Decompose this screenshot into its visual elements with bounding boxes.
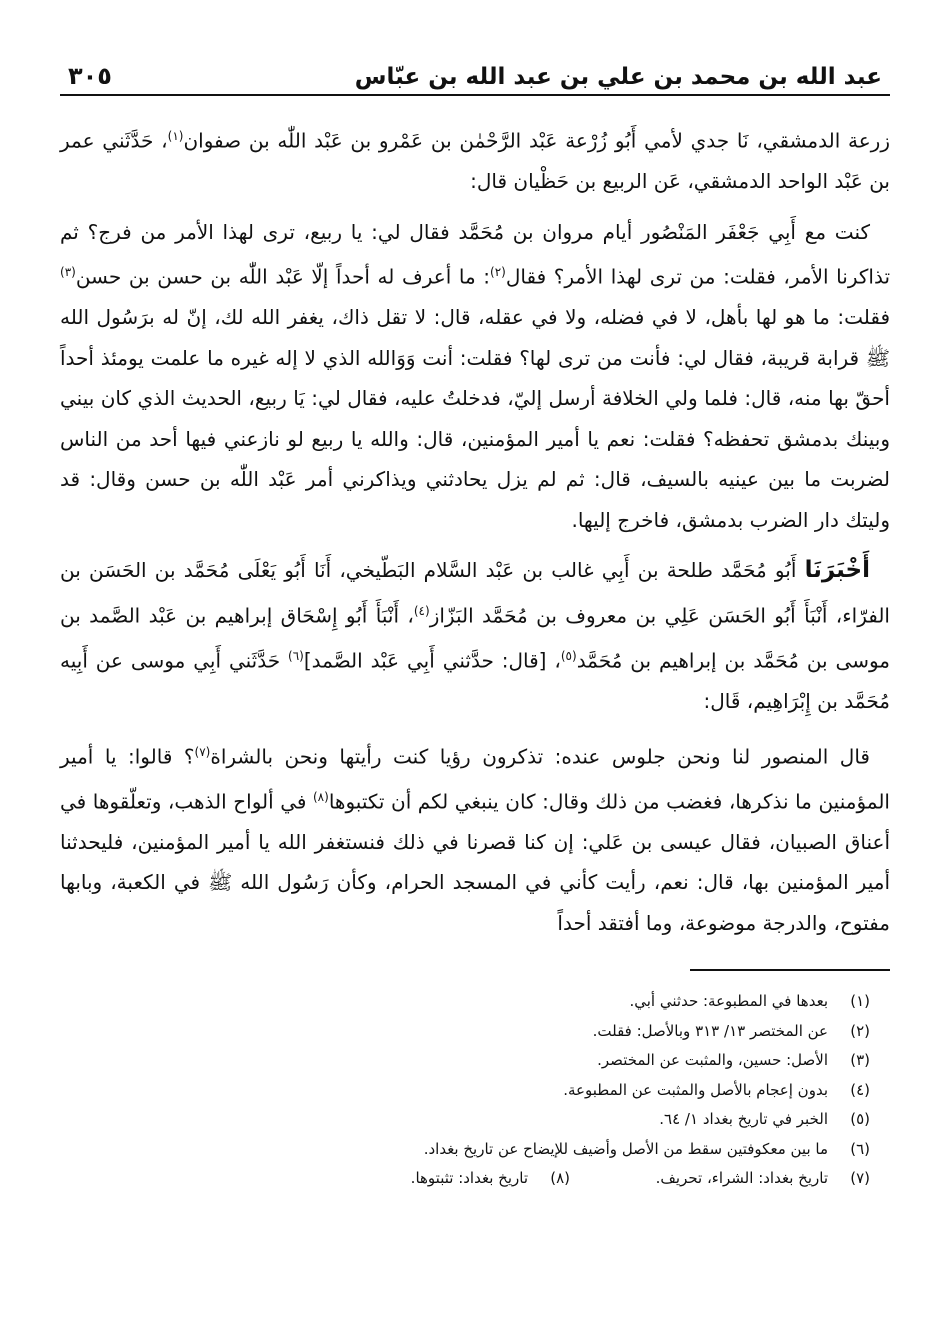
page-number: ٣٠٥ bbox=[68, 62, 112, 90]
footnote-reference: (٣) bbox=[60, 265, 76, 280]
book-page bbox=[60, 52, 890, 1194]
text-run: ؟ قالوا: يا أمير المؤمنين ما نذكرها، فغضب من ذلك وقال: كان ينبغي لكم أن تكتبوها bbox=[60, 744, 890, 814]
footnote-number: (٧) bbox=[850, 1169, 870, 1188]
footnote-rule bbox=[690, 969, 890, 971]
text-run: ، أَنْبَأَ أَبُو إِسْحَاق إبراهيم بن عَبْد الصَّمد بن موسى بن مُحَمَّد بن إبراهيم بن مُحَمَّد bbox=[60, 603, 890, 673]
main-text bbox=[60, 116, 890, 943]
footnote-number: (٥) bbox=[850, 1110, 870, 1129]
footnote-item bbox=[60, 1076, 870, 1106]
text-run: ، حَدَّثَني عمر بن عَبْد الواحد الدمشقي، عَن الربيع بن حَظْيان قال: bbox=[60, 128, 890, 194]
isnad-lead-word: أَخْبَرَنَا bbox=[804, 557, 870, 584]
footnote-number: (٤) bbox=[850, 1080, 870, 1099]
footnote-text: بدون إعجام بالأصل والمثبت عن المطبوعة. bbox=[563, 1080, 828, 1099]
footnote-row bbox=[60, 1164, 870, 1194]
footnote-item bbox=[411, 1164, 570, 1194]
text-run: ، [قال: حدَّثني أَبِي عَبْد الصَّمد] bbox=[303, 648, 561, 673]
footnote-item bbox=[60, 1135, 870, 1165]
text-run: فقلت: ما هو لها بأهل، لا في فضله، ولا في عقله، قال: لا تقل ذاك، يغفر الله لك، إنّ له برَسُول الله ﷺ قرابة قريبة، فقال لي: فأنت من ترى لها؟ فقلت: أنت وَوَالله الذي لا إله غيره ما علمت يومئذ أحداً أحقّ بها منه، قال: فلما ولي الخلافة أرسل إليّ، فدخلتُ عليه، فقال لي: يَا ربيع، الحديث الذي كان بيني وبينك بدمشق تحفظه؟ فقلت: نعم يا أمير المؤمنين، قال: والله يا ربيع لو نازعني فيها أحد من الناس لضربت ما بين عينيه بالسيف، قال: ثم لم يزل يحادثني ويذاكرني أمر عَبْد اللّٰه بن حسن وقال: قد وليتك دار الضرب بدمشق، فاخرج إليها. bbox=[60, 305, 890, 532]
footnote-text: بعدها في المطبوعة: حدثني أبي. bbox=[629, 992, 828, 1011]
paragraph bbox=[60, 116, 890, 202]
footnote-text: عن المختصر ١٣/ ٣١٣ وبالأصل: فقلت. bbox=[592, 1021, 828, 1040]
footnote-reference: (٤) bbox=[413, 603, 430, 618]
paragraph bbox=[60, 550, 890, 721]
page-header bbox=[60, 52, 890, 96]
footnote-reference: (٦) bbox=[288, 648, 304, 663]
footnote-text: الأصل: حسين، والمثبت عن المختصر. bbox=[597, 1051, 828, 1070]
footnote-item bbox=[570, 1164, 870, 1194]
footnote-number: (٨) bbox=[550, 1169, 570, 1188]
text-run: قال المنصور لنا ونحن جلوس عنده: تذكرون رؤيا كنت رأيتها ونحن بالشراة bbox=[210, 744, 870, 769]
text-run: أَبُو مُحَمَّد طلحة بن أَبِي غالب بن عَبْد السَّلام البَطّيخي، أَنَا أَبُو يَعْلَى مُحَمَّد بن الحَسَن بن الفرّاء، أَنْبَأَ أَبُو الحَسَن عَلِي بن معروف بن مُحَمَّد البَزّاز bbox=[60, 558, 890, 628]
footnote-reference: (٥) bbox=[560, 648, 577, 663]
footnote-reference: (٧) bbox=[194, 744, 211, 759]
footnote-reference: (٢) bbox=[490, 265, 506, 280]
footnote-number: (٣) bbox=[850, 1051, 870, 1070]
text-run: كنت مع أَبِي جَعْفَر المَنْصُور أيام مروان بن مُحَمَّد فقال لي: يا ربيع، ترى لهذا الأمر من فرج؟ ثم تذاكرنا الأمر، فقلت: من ترى لهذا الأمر؟ فقال bbox=[60, 219, 891, 289]
footnote-number: (٦) bbox=[850, 1139, 870, 1158]
footnote-reference: (١) bbox=[167, 129, 184, 143]
footnote-number: (١) bbox=[850, 992, 870, 1011]
footnote-text: الخبر في تاريخ بغداد ١/ ٦٤. bbox=[659, 1110, 828, 1129]
footnote-text: تاريخ بغداد: الشراء، تحريف. bbox=[655, 1169, 828, 1188]
running-title: عبد الله بن محمد بن علي بن عبد الله بن عبّاس bbox=[354, 64, 882, 90]
text-run: زرعة الدمشقي، نَا جدي لأمي أَبُو زُرْعة عَبْد الرَّحْمٰن بن عَمْرو بن عَبْد اللّٰه بن صفوان bbox=[183, 128, 890, 153]
footnote-item bbox=[60, 1046, 870, 1076]
footnote-item bbox=[60, 987, 870, 1017]
paragraph bbox=[60, 212, 890, 541]
text-run: في ألواح الذهب، وتعلّقوها في أعناق الصبيان، فقال عيسى بن عَلي: إن كنا قصرنا في ذلك فنستغفر الله يا أمير المؤمنين، فليحدثنا أمير المؤمنين بها، قال: نعم، رأيت كأني في المسجد الحرام، وكأن رَسُول الله ﷺ في الكعبة، وبابها مفتوح، والدرجة موضوعة، وما أفتقد أحداً bbox=[60, 789, 890, 935]
text-run: حَدَّثَني أَبِي موسى عن أَبِيه مُحَمَّد بن إِبْرَاهِيم، قَال: bbox=[60, 648, 890, 714]
footnote-number: (٢) bbox=[850, 1021, 870, 1040]
footnote-item bbox=[60, 1017, 870, 1047]
footnote-item bbox=[60, 1105, 870, 1135]
footnotes bbox=[60, 987, 890, 1194]
paragraph bbox=[60, 732, 890, 944]
text-run: : ما أعرف له أحداً إلّا عَبْد اللّٰه بن حسن بن حسن bbox=[75, 264, 491, 289]
footnote-text: ما بين معكوفتين سقط من الأصل وأضيف للإيضاح عن تاريخ بغداد. bbox=[423, 1139, 828, 1158]
footnote-reference: (٨) bbox=[312, 789, 329, 804]
footnote-text: تاريخ بغداد: تثبتوها. bbox=[410, 1169, 528, 1188]
